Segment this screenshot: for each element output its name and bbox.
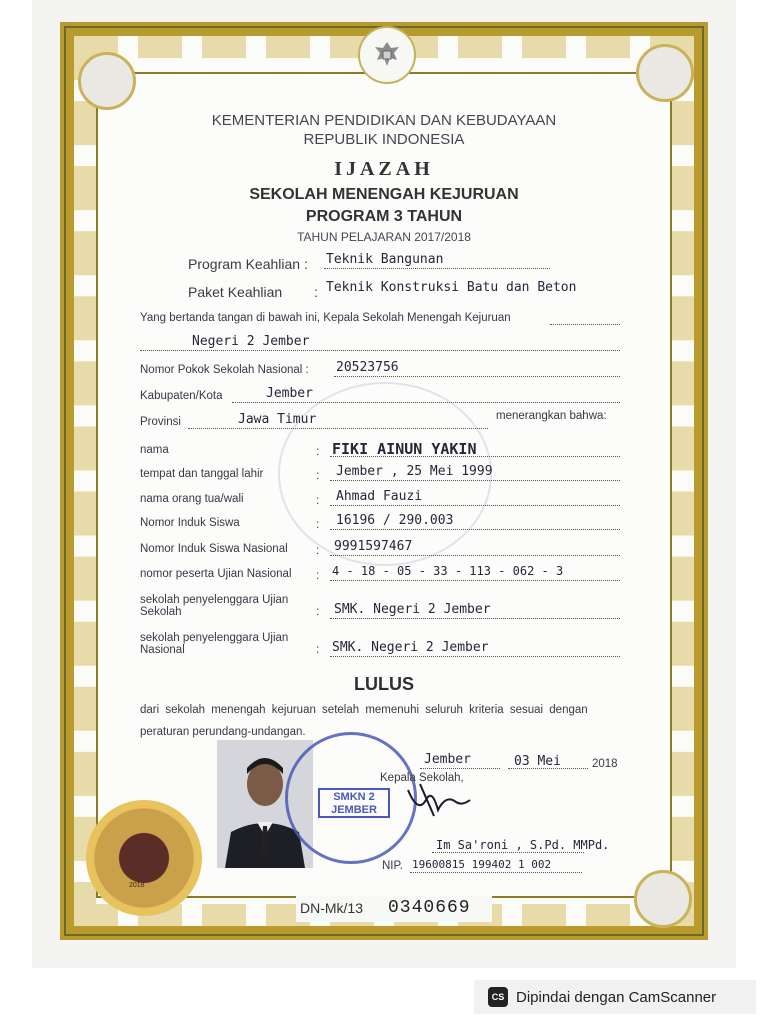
dotted-line: [330, 580, 620, 581]
field-label: nomor peserta Ujian Nasional: [140, 568, 292, 580]
field-label: Nomor Induk Siswa Nasional: [140, 543, 288, 555]
principal-name: Im Sa'roni , S.Pd. MMPd.: [436, 838, 610, 852]
colon: :: [316, 568, 320, 582]
dotted-line: [330, 618, 620, 619]
kabupaten-label: Kabupaten/Kota: [140, 390, 223, 402]
field-label: Nomor Induk Siswa: [140, 517, 240, 529]
garuda-emblem-icon: [358, 26, 416, 84]
dotted-line: [420, 768, 500, 769]
camscanner-icon: CS: [488, 987, 508, 1007]
dotted-line: [330, 529, 620, 530]
stamp-center: [318, 788, 390, 818]
lulus-title: LULUS: [354, 674, 414, 694]
dotted-line: [140, 350, 620, 351]
intro-text: Yang bertanda tangan di bawah ini, Kepala Sekolah Menengah Kejuruan: [140, 312, 511, 324]
colon: :: [316, 642, 320, 656]
ujian-sekolah-value: SMK. Negeri 2 Jember: [334, 602, 491, 617]
colon: :: [316, 543, 320, 557]
nis-value: 16196 / 290.003: [336, 513, 454, 528]
camscanner-badge: [474, 980, 756, 1014]
kabupaten-value: Jember: [266, 386, 313, 401]
dotted-line: [188, 428, 488, 429]
program-label: Program Keahlian :: [188, 256, 308, 272]
signature-date: 03 Mei: [514, 754, 561, 769]
student-name-value: FIKI AINUN YAKIN: [332, 440, 477, 458]
corner-ornament: [634, 870, 692, 928]
signature-year: 2018: [592, 758, 618, 770]
dotted-line: [330, 555, 620, 556]
nisn-value: 9991597467: [334, 539, 413, 554]
dotted-line: [330, 456, 620, 457]
dotted-line: [550, 324, 620, 325]
dotted-line: [432, 852, 584, 853]
exam-number-value: 4 - 18 - 05 - 33 - 113 - 062 - 3: [332, 564, 564, 578]
stamp-line: SMKN 2: [333, 791, 375, 803]
stamp-line: JEMBER: [331, 804, 377, 816]
colon: :: [314, 284, 318, 300]
corner-ornament: [636, 44, 694, 102]
field-label: nama orang tua/wali: [140, 493, 244, 505]
birth-value: Jember , 25 Mei 1999: [336, 464, 493, 479]
dotted-line: [232, 402, 620, 403]
dotted-line: [330, 656, 620, 657]
colon: :: [316, 493, 320, 507]
nip-value: 19600815 199402 1 002: [412, 858, 552, 871]
label-line: sekolah penyelenggara Ujian: [140, 632, 289, 644]
dotted-line: [508, 768, 588, 769]
field-label: nama: [140, 444, 169, 456]
signature-place: Jember: [424, 752, 471, 767]
field-label: [140, 594, 288, 618]
academic-year: TAHUN PELAJARAN 2017/2018: [297, 230, 471, 244]
paket-label: Paket Keahlian: [188, 284, 283, 300]
seal-year: 2018: [129, 882, 145, 889]
colon: :: [316, 444, 320, 458]
serial-number: 0340669: [388, 898, 471, 918]
hologram-seal: [86, 800, 202, 916]
colon: :: [316, 468, 320, 482]
field-label: [140, 632, 288, 656]
paket-value: Teknik Konstruksi Batu dan Beton: [326, 280, 577, 295]
colon: :: [316, 604, 320, 618]
menerangkan-text: menerangkan bahwa:: [496, 410, 607, 422]
signature-role: Kepala Sekolah,: [380, 772, 464, 784]
school-type: SEKOLAH MENENGAH KEJURUAN: [249, 186, 519, 203]
parent-value: Ahmad Fauzi: [336, 489, 423, 504]
camscanner-text: Dipindai dengan CamScanner: [516, 988, 717, 1006]
label-line: Nasional: [140, 644, 185, 656]
school-name-value: Negeri 2 Jember: [192, 334, 310, 349]
dotted-line: [330, 505, 620, 506]
ministry-line2: REPUBLIK INDONESIA: [303, 131, 465, 148]
ministry-line1: KEMENTERIAN PENDIDIKAN DAN KEBUDAYAAN: [211, 112, 557, 129]
serial-code: DN-Mk/13: [300, 900, 364, 916]
colon: :: [316, 517, 320, 531]
dotted-line: [330, 480, 620, 481]
provinsi-label: Provinsi: [140, 416, 181, 428]
ujian-nasional-value: SMK. Negeri 2 Jember: [332, 640, 489, 655]
program-duration: PROGRAM 3 TAHUN: [305, 208, 463, 225]
provinsi-value: Jawa Timur: [238, 412, 317, 427]
label-line: Sekolah: [140, 606, 182, 618]
corner-ornament: [78, 52, 136, 110]
dotted-line: [410, 872, 582, 873]
label-line: sekolah penyelenggara Ujian: [140, 594, 289, 606]
program-value: Teknik Bangunan: [326, 252, 444, 267]
handwritten-signature: [404, 780, 474, 825]
nip-label: NIP.: [382, 860, 403, 872]
document-title: IJAZAH: [334, 158, 434, 180]
field-label: tempat dan tanggal lahir: [140, 468, 264, 480]
npsn-value: 20523756: [336, 360, 399, 375]
npsn-label: Nomor Pokok Sekolah Nasional :: [140, 364, 309, 376]
result-line1: dari sekolah menengah kejuruan setelah memenuhi seluruh kriteria sesuai dengan: [140, 704, 588, 716]
result-line2: peraturan perundang-undangan.: [140, 726, 306, 738]
dotted-line: [334, 376, 620, 377]
dotted-line: [324, 268, 550, 269]
